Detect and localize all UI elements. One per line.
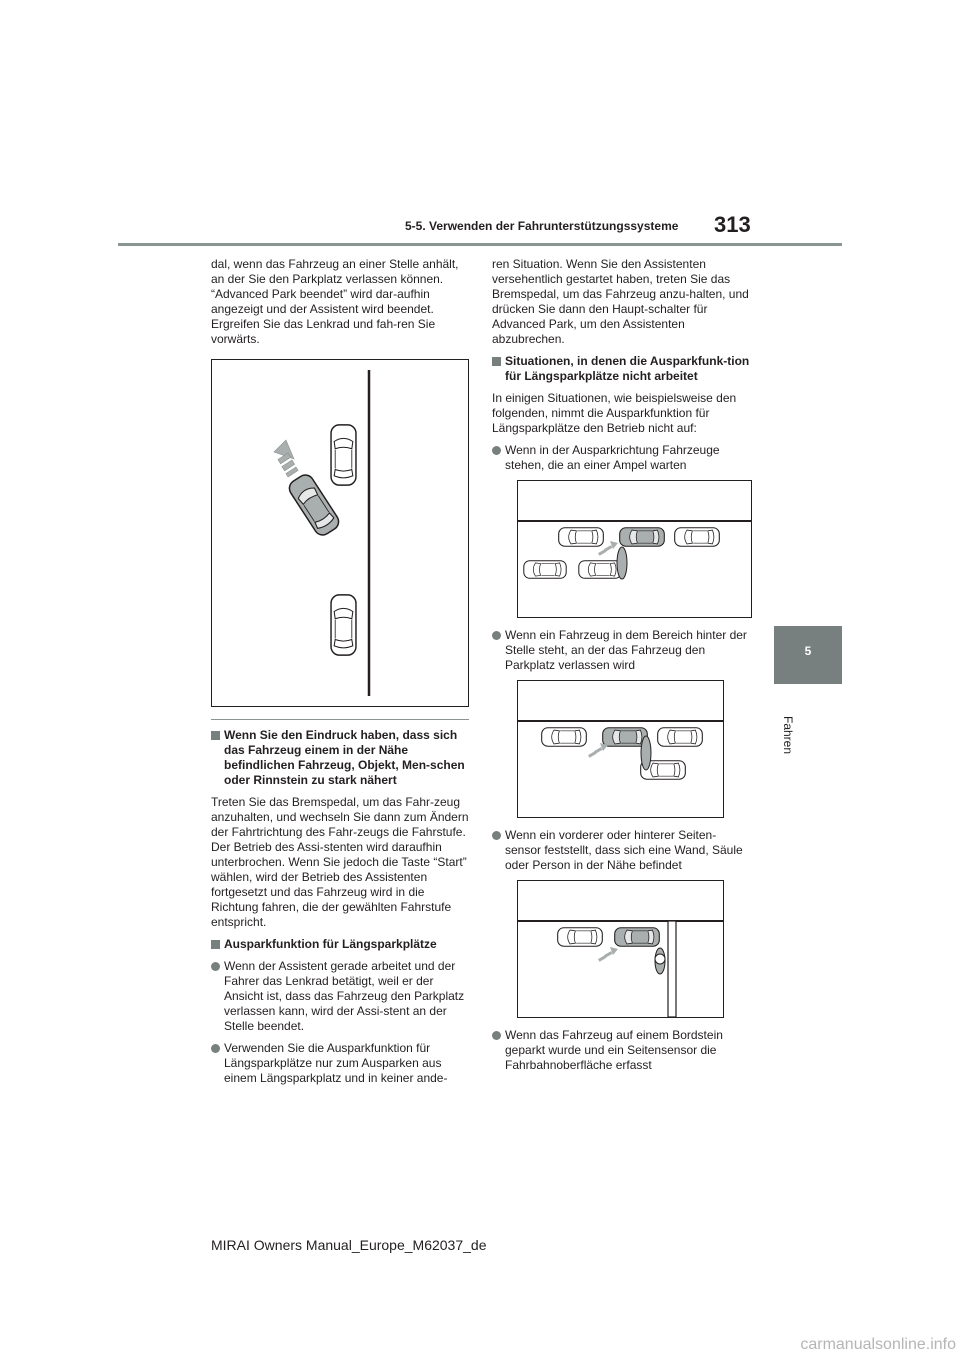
figure-wall-pillar <box>517 880 724 1018</box>
figure-traffic-light <box>517 480 752 618</box>
chapter-tab-number: 5 <box>804 644 812 658</box>
bullet-vehicle-behind: Wenn ein Fahrzeug in dem Bereich hinter der Stelle steht, an der das Fahrzeug den Parkplatz verlassen wird <box>492 628 750 673</box>
bullet-wall-pillar: Wenn ein vorderer oder hinterer Seiten-sensor feststellt, dass sich eine Wand, Säule oder Person in der Nähe befindet <box>492 828 750 873</box>
bullet-traffic-light: Wenn in der Ausparkrichtung Fahrzeuge stehen, die an einer Ampel warten <box>492 443 750 473</box>
chapter-label: Fahren <box>781 716 795 755</box>
heading-too-close: Wenn Sie den Eindruck haben, dass sich das Fahrzeug einem in der Nähe befindlichen Fahrzeug, Objekt, Men-schen oder Rinnstein zu stark nähert <box>211 728 469 788</box>
parked-car-front <box>331 425 356 485</box>
right-column <box>492 257 750 1080</box>
footer-manual-title: MIRAI Owners Manual_Europe_M62037_de <box>211 1237 487 1253</box>
figure-vehicle-behind <box>517 680 724 818</box>
header-section-title: 5-5. Verwenden der Fahrunterstützungssysteme <box>405 219 679 233</box>
chapter-tab <box>774 626 842 684</box>
traffic-light-illustration <box>518 481 751 617</box>
watermark: carmanualsonline.info <box>800 1336 956 1353</box>
right-intro-paragraph: ren Situation. Wenn Sie den Assistenten versehentlich gestartet haben, treten Sie das Bremspedal, um das Fahrzeug anzu-halten, und drücken Sie dann den Haupt-schalter für Advanced Park, um den Assistenten abzubrechen. <box>492 257 749 346</box>
figure-divider <box>211 719 469 720</box>
wall-pillar-illustration <box>518 881 723 1017</box>
direction-arrow-icon <box>274 440 298 477</box>
left-intro-paragraph: dal, wenn das Fahrzeug an einer Stelle anhält, an der Sie den Parkplatz verlassen können. “Advanced Park beendet” wird dar-aufhin angezeigt und der Assistent wird beendet. Ergreifen Sie das Lenkrad und fah-ren Sie vorwärts. <box>211 257 459 346</box>
header-divider <box>118 243 842 246</box>
page-number: 313 <box>714 212 751 237</box>
vehicle-behind-illustration <box>518 681 723 817</box>
left-column <box>211 257 469 1093</box>
bullet-use-only: Verwenden Sie die Ausparkfunktion für Längsparkplätze nur zum Ausparken aus einem Längsparkplatz und in keiner ande- <box>211 1041 469 1086</box>
heading-pull-out-function: Ausparkfunktion für Längsparkplätze <box>211 937 469 952</box>
parked-car-rear <box>331 595 356 655</box>
bullet-curb: Wenn das Fahrzeug auf einem Bordstein geparkt wurde und ein Seitensensor die Fahrbahnoberfläche erfasst <box>492 1028 750 1073</box>
paragraph-too-close: Treten Sie das Bremspedal, um das Fahr-zeug anzuhalten, und wechseln Sie dann zum Ändern der Fahrtrichtung des Fahr-zeugs die Fahrstufe. Der Betrieb des Assi-stenten wird daraufhin unterbrochen. Wenn Sie jedoch die Taste “Start” wählen, wird der Betrieb des Assistenten fortgesetzt und das Fahrzeug wird in die Richtung fahren, die der gewählten Fahrstufe entspricht. <box>211 795 469 929</box>
pull-out-illustration <box>212 360 468 706</box>
bullet-steering-ends: Wenn der Assistent gerade arbeitet und der Fahrer das Lenkrad betätigt, weil er der Ansicht ist, dass das Fahrzeug den Parkplatz verlassen kann, wird der Assi-stent an der Stelle beendet. <box>211 959 469 1034</box>
heading-not-working: Situationen, in denen die Ausparkfunk-tion für Längsparkplätze nicht arbeitet <box>492 354 750 384</box>
paragraph-not-working: In einigen Situationen, wie beispielsweise den folgenden, nimmt die Ausparkfunktion für Längsparkplätze den Betrieb nicht auf: <box>492 391 737 435</box>
figure-pull-out-diagram <box>211 359 469 707</box>
